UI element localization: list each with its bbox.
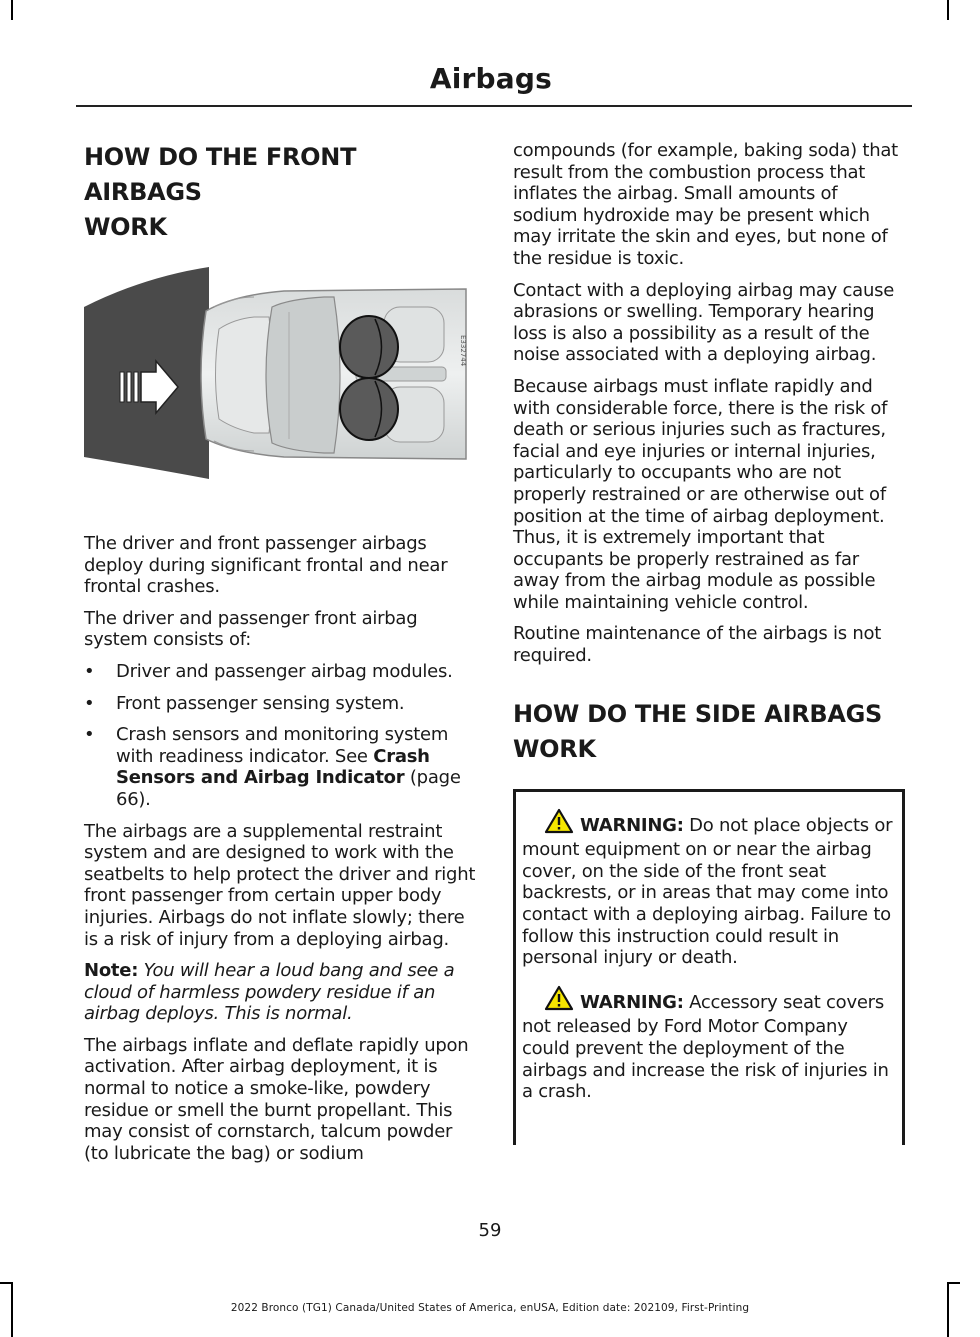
page-footer: 2022 Bronco (TG1) Canada/United States of America, enUSA, Edition date: 202109, First-Printing — [230, 1302, 750, 1314]
warning-box — [513, 789, 905, 1145]
right-paragraph-2: Contact with a deploying airbag may cause abrasions or swelling. Temporary hearing loss is also a possibility as a result of the noise associated with a deploying airbag. — [513, 279, 895, 366]
warning-triangle-icon — [544, 985, 574, 1017]
right-paragraph-4: Routine maintenance of the airbags is not required. — [513, 623, 882, 667]
list-item: • Front passenger sensing system. — [84, 692, 405, 714]
page-header-title: Airbags — [429, 62, 552, 95]
crop-mark-bottom-left-h — [0, 1282, 11, 1284]
driver-airbag — [340, 316, 398, 378]
front-airbags-note: Note: You will hear a loud bang and see a cloud of harmless powdery residue if an airbag deploys. This is normal. — [84, 960, 455, 1025]
warning-triangle-icon — [544, 808, 574, 840]
warning-1: WARNING: Do not place objects or mount equipment on or near the airbag cover, on the side of the front seat backrests, or in areas that may come into contact with a deploying airbag. Failure to follow this instruction could result in personal injury or death. — [522, 808, 896, 969]
figure-id: E332744 — [459, 335, 467, 367]
crash-sensors-link[interactable]: Crash Sensors and Airbag Indicator — [116, 745, 430, 789]
list-item: • Crash sensors and monitoring system with readiness indicator. See Crash Sensors and Airbag Indicator (page 66). — [84, 724, 461, 810]
passenger-airbag — [340, 378, 398, 440]
front-airbag-figure — [84, 267, 466, 479]
right-paragraph-1: compounds (for example, baking soda) that result from the combustion process that inflates the airbag. Small amounts of sodium hydroxide may be present which may irritate the skin and eyes, but none of the residue is toxic. — [513, 140, 898, 269]
warning-2: WARNING: Accessory seat covers not released by Ford Motor Company could prevent the deployment of the airbags and increase the risk of injuries in a crash. — [522, 985, 896, 1103]
front-airbags-heading: HOW DO THE FRONT AIRBAGS WORK — [84, 143, 357, 241]
front-airbags-paragraph-1: The driver and front passenger airbags deploy during significant frontal and near frontal crashes. — [84, 533, 448, 598]
list-item: • Driver and passenger airbag modules. — [84, 660, 453, 682]
front-airbags-paragraph-3: The airbags are a supplemental restraint system and are designed to work with the seatbelts to help protect the driver and right front passenger from certain upper body injuries. Airbags do not inflate slowly; there is a risk of injury from a deploying airbag. — [84, 820, 476, 950]
left-column — [84, 140, 476, 1174]
airbag-system-components-list — [84, 661, 476, 811]
crop-mark-top-left — [11, 0, 13, 20]
right-column — [513, 140, 905, 1145]
vehicle-top-view — [201, 289, 466, 459]
side-airbags-heading: HOW DO THE SIDE AIRBAGS WORK — [513, 699, 883, 763]
page-number: 59 — [478, 1220, 502, 1241]
right-paragraph-3: Because airbags must inflate rapidly and with considerable force, there is the risk of death or serious injuries such as fractures, facial and eye injuries or internal injuries, particularly to occupants who are not properly restrained or are otherwise out of position at the time of airbag deployment. Thus, it is extremely important that occupants be properly restrained as far away from the airbag module as possible while maintaining vehicle control. — [513, 375, 888, 613]
header-rule — [76, 105, 912, 107]
front-airbags-paragraph-2: The driver and passenger front airbag system consists of: — [84, 607, 418, 651]
crop-mark-bottom-right-h — [949, 1282, 960, 1284]
car-top-view-illustration — [84, 267, 466, 479]
front-airbags-paragraph-4: The airbags inflate and deflate rapidly upon activation. After airbag deployment, it is normal to notice a smoke-like, powdery residue or smell the burnt propellant. This may consist of cornstarch, talcum powder (to lubricate the bag) or sodium — [84, 1034, 469, 1164]
crop-mark-top-right — [947, 0, 949, 20]
